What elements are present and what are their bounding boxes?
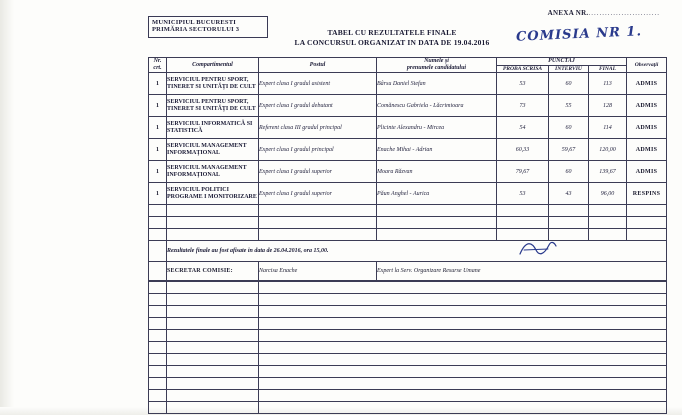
blank-cell xyxy=(149,229,167,241)
table-row xyxy=(149,117,667,139)
empty-cell xyxy=(167,354,259,366)
secretary-label: SECRETAR COMISIE: xyxy=(167,262,259,281)
cell-observatii: ADMIS xyxy=(627,139,667,161)
empty-row xyxy=(149,294,667,306)
empty-cell xyxy=(259,306,667,318)
cell-nr: 1 xyxy=(149,139,167,161)
blank-cell xyxy=(259,217,377,229)
cell-final: 96,00 xyxy=(589,183,627,205)
results-note-row xyxy=(149,241,667,262)
blank-cell xyxy=(149,217,167,229)
blank-cell xyxy=(149,205,167,217)
blank-cell xyxy=(377,205,497,217)
empty-cell xyxy=(149,330,167,342)
empty-row xyxy=(149,306,667,318)
cell-observatii: ADMIS xyxy=(627,73,667,95)
blank-cell xyxy=(549,205,589,217)
cell-final: 128 xyxy=(589,95,627,117)
table-blank-row xyxy=(149,205,667,217)
th-nume-line1: Numele şi xyxy=(424,58,449,65)
cell-interviu: 43 xyxy=(549,183,589,205)
cell-proba-scrisa: 73 xyxy=(497,95,549,117)
empty-cell xyxy=(149,318,167,330)
empty-cell xyxy=(259,282,667,294)
empty-cell xyxy=(149,378,167,390)
results-table xyxy=(148,57,667,281)
empty-cell xyxy=(149,306,167,318)
results-note: Rezultatele finale au fost afisate in data de 26.04.2016, ora 15,00. xyxy=(167,241,667,262)
empty-cell xyxy=(149,342,167,354)
table-blank-row xyxy=(149,217,667,229)
empty-cell xyxy=(149,390,167,402)
table-row xyxy=(149,73,667,95)
cell-nr: 1 xyxy=(149,183,167,205)
empty-row xyxy=(149,354,667,366)
cell-postul: Expert clasa I gradul asistent xyxy=(259,73,377,95)
blank-cell xyxy=(549,229,589,241)
blank-cell xyxy=(497,229,549,241)
empty-cell xyxy=(259,366,667,378)
blank-cell xyxy=(167,229,259,241)
blank-cell xyxy=(589,229,627,241)
empty-cell xyxy=(167,330,259,342)
cell-postul: Expert clasa I gradul debutant xyxy=(259,95,377,117)
blank-cell xyxy=(497,205,549,217)
empty-cell xyxy=(259,318,667,330)
handwritten-commission-note: COMISIA NR 1. xyxy=(515,24,643,45)
table-row xyxy=(149,183,667,205)
page-title xyxy=(272,28,512,48)
empty-cell xyxy=(167,378,259,390)
cell-proba-scrisa: 79,67 xyxy=(497,161,549,183)
annex-dots: .......................... xyxy=(588,9,660,17)
cell-interviu: 60 xyxy=(549,117,589,139)
table-header-row-1 xyxy=(149,58,667,66)
empty-row xyxy=(149,318,667,330)
empty-cell xyxy=(167,366,259,378)
cell-nr: 1 xyxy=(149,161,167,183)
empty-cell xyxy=(259,342,667,354)
empty-cell xyxy=(259,378,667,390)
empty-cell xyxy=(149,402,167,414)
cell-interviu: 60 xyxy=(549,161,589,183)
empty-cell xyxy=(149,366,167,378)
cell-interviu: 59,67 xyxy=(549,139,589,161)
cell-postul: Expert clasa I gradul superior xyxy=(259,183,377,205)
cell-postul: Referent clasa III gradul principal xyxy=(259,117,377,139)
th-compartiment: Compartimentul xyxy=(167,58,259,73)
blank-cell xyxy=(259,229,377,241)
empty-row xyxy=(149,378,667,390)
empty-row xyxy=(149,366,667,378)
th-interviu: INTERVIU xyxy=(549,65,589,72)
empty-cell xyxy=(259,354,667,366)
th-nume-line2: prenumele candidatului xyxy=(406,65,467,72)
empty-cell xyxy=(167,402,259,414)
blank-cell xyxy=(497,217,549,229)
cell-nume: Moara Răzvan xyxy=(377,161,497,183)
blank-cell xyxy=(589,217,627,229)
blank-cell xyxy=(149,241,167,262)
cell-compartiment: SERVICIUL POLITICI PROGRAME I MONITORIZARE xyxy=(167,183,259,205)
secretary-role: Expert la Serv. Organizare Resurse Umane xyxy=(377,262,667,281)
cell-observatii: RESPINS xyxy=(627,183,667,205)
th-postul: Postul xyxy=(259,58,377,73)
cell-nume: Plicinte Alexandru - Mircea xyxy=(377,117,497,139)
th-nr-crt-line1: Nr. xyxy=(153,58,162,65)
blank-cell xyxy=(627,229,667,241)
institution-header xyxy=(148,16,268,38)
cell-final: 113 xyxy=(589,73,627,95)
institution-line-2: PRIMĂRIA SECTORULUI 3 xyxy=(152,26,240,34)
empty-cell xyxy=(259,390,667,402)
table-row xyxy=(149,161,667,183)
empty-row xyxy=(149,330,667,342)
empty-cell xyxy=(167,390,259,402)
cell-observatii: ADMIS xyxy=(627,95,667,117)
empty-row xyxy=(149,342,667,354)
blank-cell xyxy=(549,217,589,229)
blank-cell xyxy=(627,217,667,229)
cell-nume: Păun Anghel - Aurica xyxy=(377,183,497,205)
empty-row xyxy=(149,390,667,402)
cell-final: 139,67 xyxy=(589,161,627,183)
cell-nume: Enache Mihai - Adrian xyxy=(377,139,497,161)
cell-final: 114 xyxy=(589,117,627,139)
cell-postul: Expert clasa I gradul superior xyxy=(259,161,377,183)
empty-cell xyxy=(149,294,167,306)
blank-cell xyxy=(377,229,497,241)
empty-cell xyxy=(259,402,667,414)
cell-compartiment: SERVICIUL MANAGEMENT INFORMAŢIONAL xyxy=(167,161,259,183)
cell-compartiment: SERVICIUL MANAGEMENT INFORMAŢIONAL xyxy=(167,139,259,161)
cell-nr: 1 xyxy=(149,73,167,95)
th-final: FINAL xyxy=(589,65,627,72)
cell-observatii: ADMIS xyxy=(627,117,667,139)
cell-nr: 1 xyxy=(149,117,167,139)
cell-observatii: ADMIS xyxy=(627,161,667,183)
empty-cell xyxy=(167,294,259,306)
empty-cell xyxy=(149,282,167,294)
th-observatii: Observaţii xyxy=(627,58,667,73)
blank-cell xyxy=(627,205,667,217)
empty-cell xyxy=(167,318,259,330)
cell-proba-scrisa: 53 xyxy=(497,73,549,95)
cell-nume: Bârsu Daniel Stefan xyxy=(377,73,497,95)
table-row xyxy=(149,139,667,161)
empty-row xyxy=(149,402,667,414)
blank-cell xyxy=(589,205,627,217)
cell-final: 120,00 xyxy=(589,139,627,161)
th-nume xyxy=(377,58,497,73)
annex-label xyxy=(548,9,660,17)
lower-empty-grid xyxy=(148,281,667,414)
blank-cell xyxy=(167,217,259,229)
institution-line-1: MUNICIPIUL BUCURESTI xyxy=(152,19,236,26)
empty-cell xyxy=(149,354,167,366)
empty-cell xyxy=(167,282,259,294)
cell-nr: 1 xyxy=(149,95,167,117)
empty-cell xyxy=(259,330,667,342)
secretary-row xyxy=(149,262,667,281)
page-title-line-2: LA CONCURSUL ORGANIZAT IN DATA DE 19.04.2016 xyxy=(294,38,490,48)
th-proba-scrisa: PROBA SCRISĂ xyxy=(497,65,549,72)
cell-proba-scrisa: 53 xyxy=(497,183,549,205)
cell-postul: Expert clasa I gradul principal xyxy=(259,139,377,161)
cell-compartiment: SERVICIUL PENTRU SPORT, TINERET SI UNITĂŢI DE CULT xyxy=(167,73,259,95)
empty-cell xyxy=(167,306,259,318)
blank-cell xyxy=(259,205,377,217)
table-blank-row xyxy=(149,229,667,241)
th-punctaj: PUNCTAJ xyxy=(497,58,627,66)
th-nr-crt xyxy=(149,58,167,73)
th-nr-crt-line2: crt. xyxy=(153,65,162,72)
cell-compartiment: SERVICIUL PENTRU SPORT, TINERET SI UNITĂŢI DE CULT xyxy=(167,95,259,117)
cell-nume: Comănescu Gabriela - Lăcrimioara xyxy=(377,95,497,117)
cell-compartiment: SERVICIUL INFORMATICĂ SI STATISTICĂ xyxy=(167,117,259,139)
annex-label-text: ANEXA NR. xyxy=(547,9,589,17)
page-title-line-1: TABEL CU REZULTATELE FINALE xyxy=(327,28,457,37)
cell-proba-scrisa: 54 xyxy=(497,117,549,139)
cell-interviu: 60 xyxy=(549,73,589,95)
empty-cell xyxy=(259,294,667,306)
cell-proba-scrisa: 60,33 xyxy=(497,139,549,161)
empty-cell xyxy=(167,342,259,354)
scan-edge-left xyxy=(0,0,14,415)
secretary-name: Narcisa Enache xyxy=(259,262,377,281)
empty-row xyxy=(149,282,667,294)
blank-cell xyxy=(167,205,259,217)
blank-cell xyxy=(377,217,497,229)
table-row xyxy=(149,95,667,117)
cell-interviu: 55 xyxy=(549,95,589,117)
blank-cell xyxy=(149,262,167,281)
